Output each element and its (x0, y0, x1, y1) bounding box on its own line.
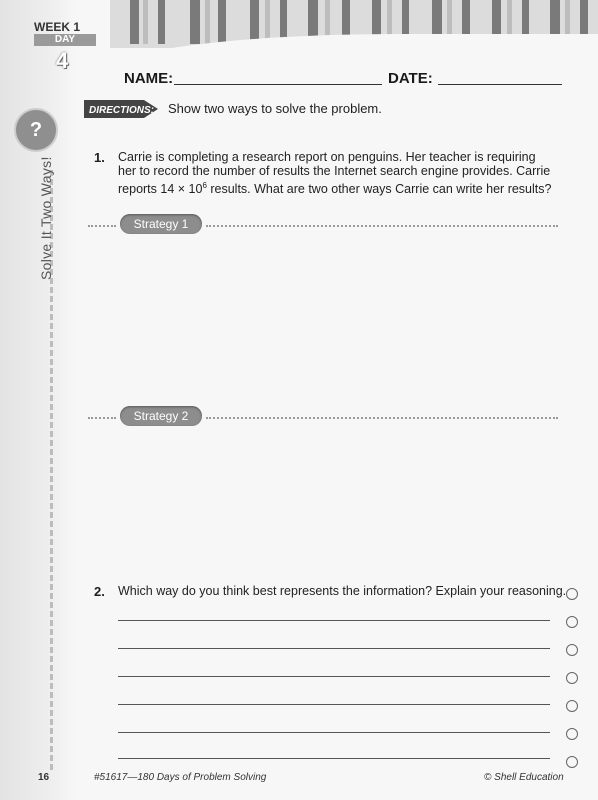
name-field[interactable] (174, 84, 382, 85)
spiral-loop-icon (566, 588, 578, 600)
strategy-2-divider-left (88, 417, 116, 419)
week-label: WEEK 1 (34, 20, 81, 34)
answer-line[interactable] (118, 676, 550, 677)
strategy-1-divider-left (88, 225, 116, 227)
day-number: 4 (56, 48, 69, 73)
answer-line[interactable] (118, 704, 550, 705)
directions-text: Show two ways to solve the problem. (168, 101, 382, 116)
directions-arrow-badge (84, 98, 158, 120)
question-2-text: Which way do you think best represents the information? Explain your reasoning. (118, 584, 567, 598)
name-label: NAME: (124, 70, 174, 87)
strategy-1-divider-right (206, 225, 558, 227)
page-number: 16 (38, 772, 50, 783)
directions-tag: DIRECTIONS: (89, 105, 154, 116)
book-title: #51617—180 Days of Problem Solving (94, 772, 267, 783)
spiral-loop-icon (566, 644, 578, 656)
spiral-loop-icon (566, 700, 578, 712)
answer-line[interactable] (118, 648, 550, 649)
spiral-loop-icon (566, 728, 578, 740)
question-1-line-1: Carrie is completing a research report on penguins. Her teacher is requiring (118, 150, 536, 164)
date-label: DATE: (388, 70, 433, 87)
answer-line[interactable] (118, 758, 550, 759)
question-1-line-2: her to record the number of results the Internet search engine provides. Carrie (118, 164, 551, 178)
spiral-loop-icon (566, 672, 578, 684)
spiral-loop-icon (566, 756, 578, 768)
strategy-2-divider-right (206, 417, 558, 419)
spiral-loop-icon (566, 616, 578, 628)
strategy-1-label: Strategy 1 (120, 214, 202, 234)
day-label: DAY (34, 34, 96, 46)
question-1-line-3: reports $14 \times 10^6$ results. What are two other ways Carrie can write her results? (118, 181, 552, 197)
question-2-number: 2. (94, 584, 105, 599)
answer-line[interactable] (118, 620, 550, 621)
sidebar-title: Solve It Two Ways! (38, 156, 54, 280)
question-1-number: 1. (94, 150, 105, 165)
answer-line[interactable] (118, 732, 550, 733)
question-mark-glyph: ? (29, 119, 43, 141)
copyright: © Shell Education (484, 772, 564, 783)
strategy-2-label: Strategy 2 (120, 406, 202, 426)
date-field[interactable] (438, 84, 562, 85)
